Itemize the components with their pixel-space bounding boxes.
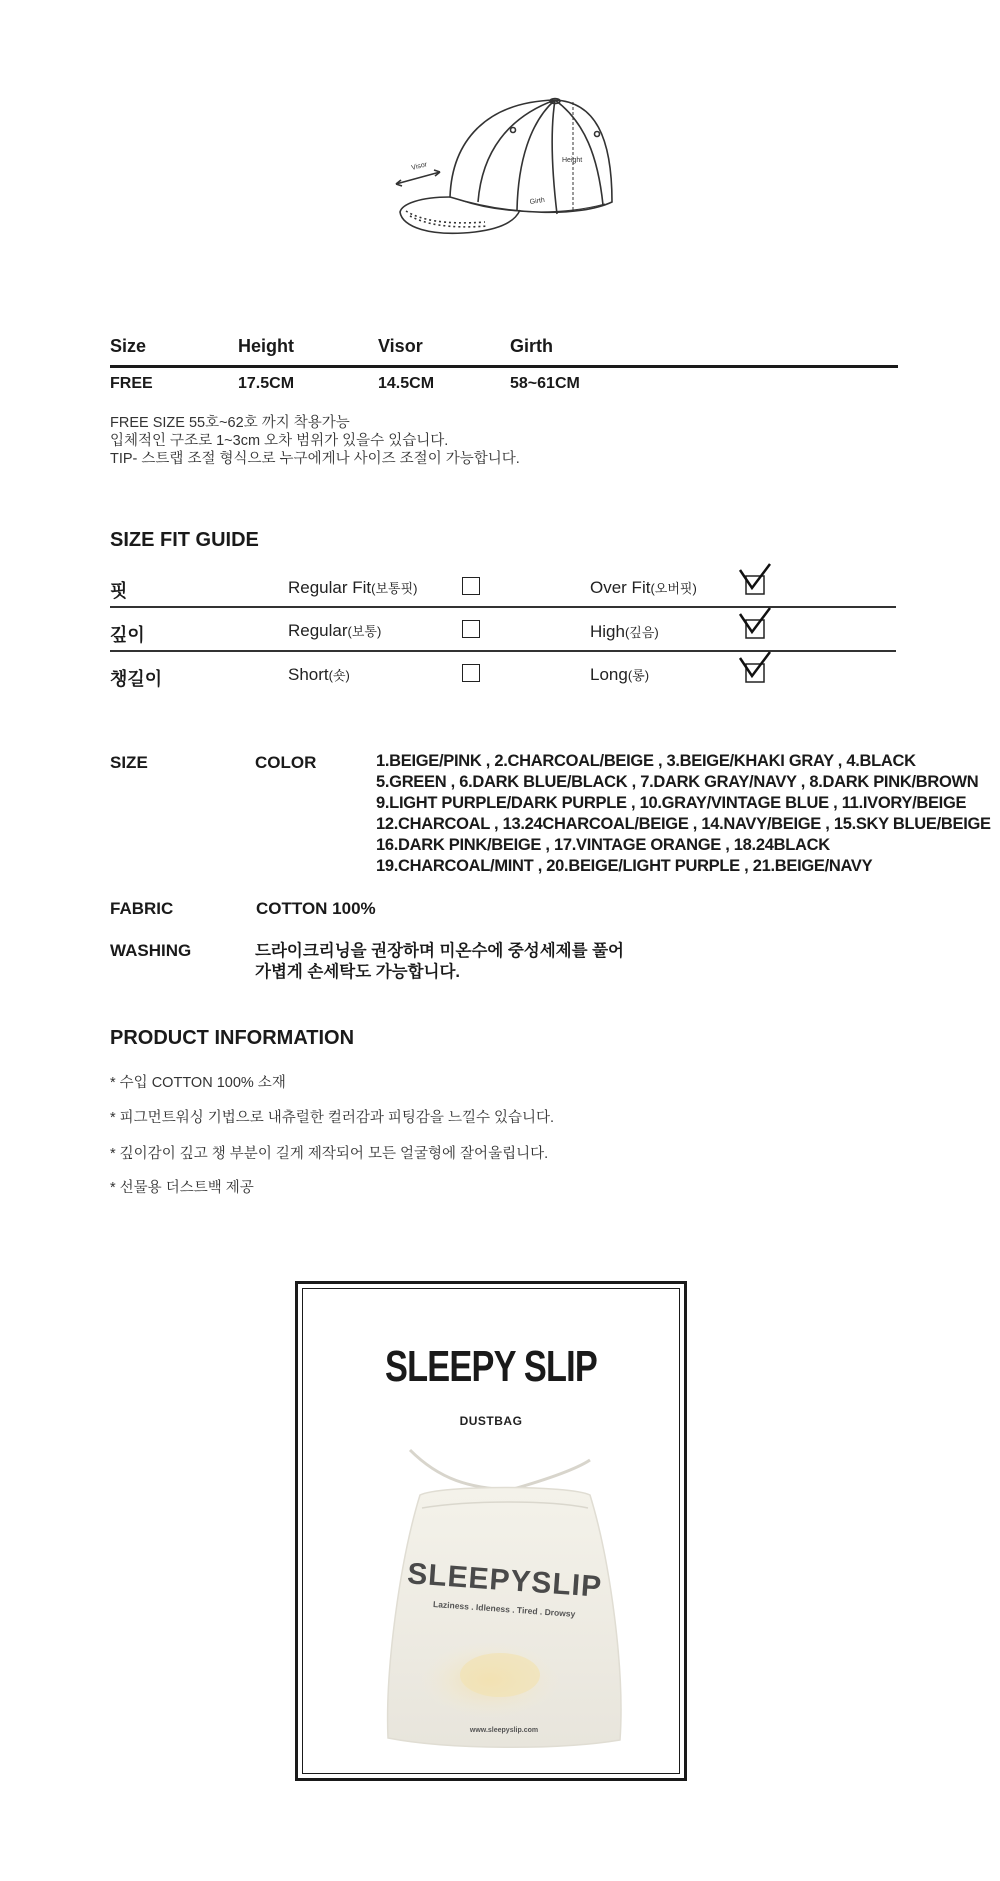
product-info-item: * 피그먼트워싱 기법으로 내츄럴한 컬러감과 피팅감을 느낄수 있습니다. bbox=[110, 1110, 555, 1126]
bag-tagline: Laziness . Idleness . Tired . Drowsy bbox=[432, 1599, 576, 1619]
fit-row-label: 챙길이 bbox=[110, 669, 163, 689]
girth-label: Girth bbox=[529, 196, 546, 206]
regular-fit-checkbox[interactable] bbox=[462, 577, 480, 595]
color-line: 5.GREEN , 6.DARK BLUE/BLACK , 7.DARK GRAY/NAVY , 8.DARK PINK/BROWN bbox=[376, 773, 979, 791]
washing-instructions: 드라이크리닝을 권장하며 미온수에 중성세제를 풀어 가볍게 손세탁도 가능합니다. bbox=[255, 942, 624, 981]
spec-size-label: SIZE bbox=[110, 753, 148, 772]
bag-brand-text: SLEEPYSLIP bbox=[406, 1557, 604, 1604]
visor-value: 14.5CM bbox=[378, 375, 435, 392]
size-note: 입체적인 구조로 1~3cm 오차 범위가 있을수 있습니다. bbox=[110, 433, 449, 449]
color-line: 16.DARK PINK/BEIGE , 17.VINTAGE ORANGE , 18.24BLACK bbox=[376, 836, 830, 854]
fit-divider bbox=[110, 650, 896, 652]
brim-option-short: Short(숏) bbox=[288, 665, 350, 684]
visor-header: Visor bbox=[378, 336, 423, 356]
long-brim-checked-checkbox[interactable] bbox=[738, 650, 774, 686]
bag-url: www.sleepyslip.com bbox=[469, 1727, 539, 1734]
dustbag-image bbox=[380, 1440, 630, 1760]
depth-option-high: High(깊음) bbox=[590, 622, 659, 641]
regular-depth-checkbox[interactable] bbox=[462, 620, 480, 638]
spec-color-label: COLOR bbox=[255, 753, 317, 772]
height-header: Height bbox=[238, 336, 294, 356]
spec-fabric-value: COTTON 100% bbox=[256, 899, 376, 918]
color-line: 19.CHARCOAL/MINT , 20.BEIGE/LIGHT PURPLE , 21.BEIGE/NAVY bbox=[376, 857, 873, 875]
visor-label: Visor bbox=[410, 161, 428, 172]
dustbag-label: DUSTBAG bbox=[459, 1414, 523, 1428]
brand-logo: SLEEPY SLIP bbox=[384, 1342, 598, 1391]
product-info-item: * 선물용 더스트백 제공 bbox=[110, 1180, 254, 1196]
color-line: 1.BEIGE/PINK , 2.CHARCOAL/BEIGE , 3.BEIGE/KHAKI GRAY , 4.BLACK bbox=[376, 752, 916, 770]
brim-option-long: Long(롱) bbox=[590, 665, 650, 684]
size-note: TIP- 스트랩 조절 형식으로 누구에게나 사이즈 조절이 가능합니다. bbox=[110, 451, 520, 467]
size-note: FREE SIZE 55호~62호 까지 착용가능 bbox=[110, 415, 350, 431]
product-info-item: * 깊이감이 깊고 챙 부분이 길게 제작되어 모든 얼굴형에 잘어울립니다. bbox=[110, 1146, 549, 1162]
spec-fabric-label: FABRIC bbox=[110, 899, 174, 918]
fit-option-regular: Regular Fit(보통핏) bbox=[288, 578, 418, 597]
over-fit-checked-checkbox[interactable] bbox=[738, 562, 774, 598]
color-line: 9.LIGHT PURPLE/DARK PURPLE , 10.GRAY/VINTAGE BLUE , 11.IVORY/BEIGE bbox=[376, 794, 967, 812]
size-value: FREE bbox=[110, 375, 153, 392]
color-line: 12.CHARCOAL , 13.24CHARCOAL/BEIGE , 14.NAVY/BEIGE , 15.SKY BLUE/BEIGE bbox=[376, 815, 991, 833]
fit-row-label: 핏 bbox=[110, 581, 128, 601]
fit-guide-title: SIZE FIT GUIDE bbox=[110, 529, 259, 551]
high-depth-checked-checkbox[interactable] bbox=[738, 606, 774, 642]
fit-option-over: Over Fit(오버핏) bbox=[590, 578, 697, 597]
product-info-item: * 수입 COTTON 100% 소재 bbox=[110, 1075, 286, 1091]
color-list bbox=[376, 751, 991, 877]
table-divider bbox=[110, 365, 898, 368]
size-header: Size bbox=[110, 336, 147, 356]
height-value: 17.5CM bbox=[238, 375, 295, 392]
fit-row-label: 깊이 bbox=[110, 625, 145, 645]
girth-value: 58~61CM bbox=[510, 375, 580, 392]
cap-diagram bbox=[390, 92, 620, 242]
girth-header: Girth bbox=[510, 336, 553, 356]
product-info-title: PRODUCT INFORMATION bbox=[110, 1027, 355, 1049]
height-label: Height bbox=[562, 157, 583, 164]
depth-option-regular: Regular(보통) bbox=[288, 621, 382, 640]
spec-washing-label: WASHING bbox=[110, 941, 192, 960]
short-brim-checkbox[interactable] bbox=[462, 664, 480, 682]
fit-divider bbox=[110, 606, 896, 608]
